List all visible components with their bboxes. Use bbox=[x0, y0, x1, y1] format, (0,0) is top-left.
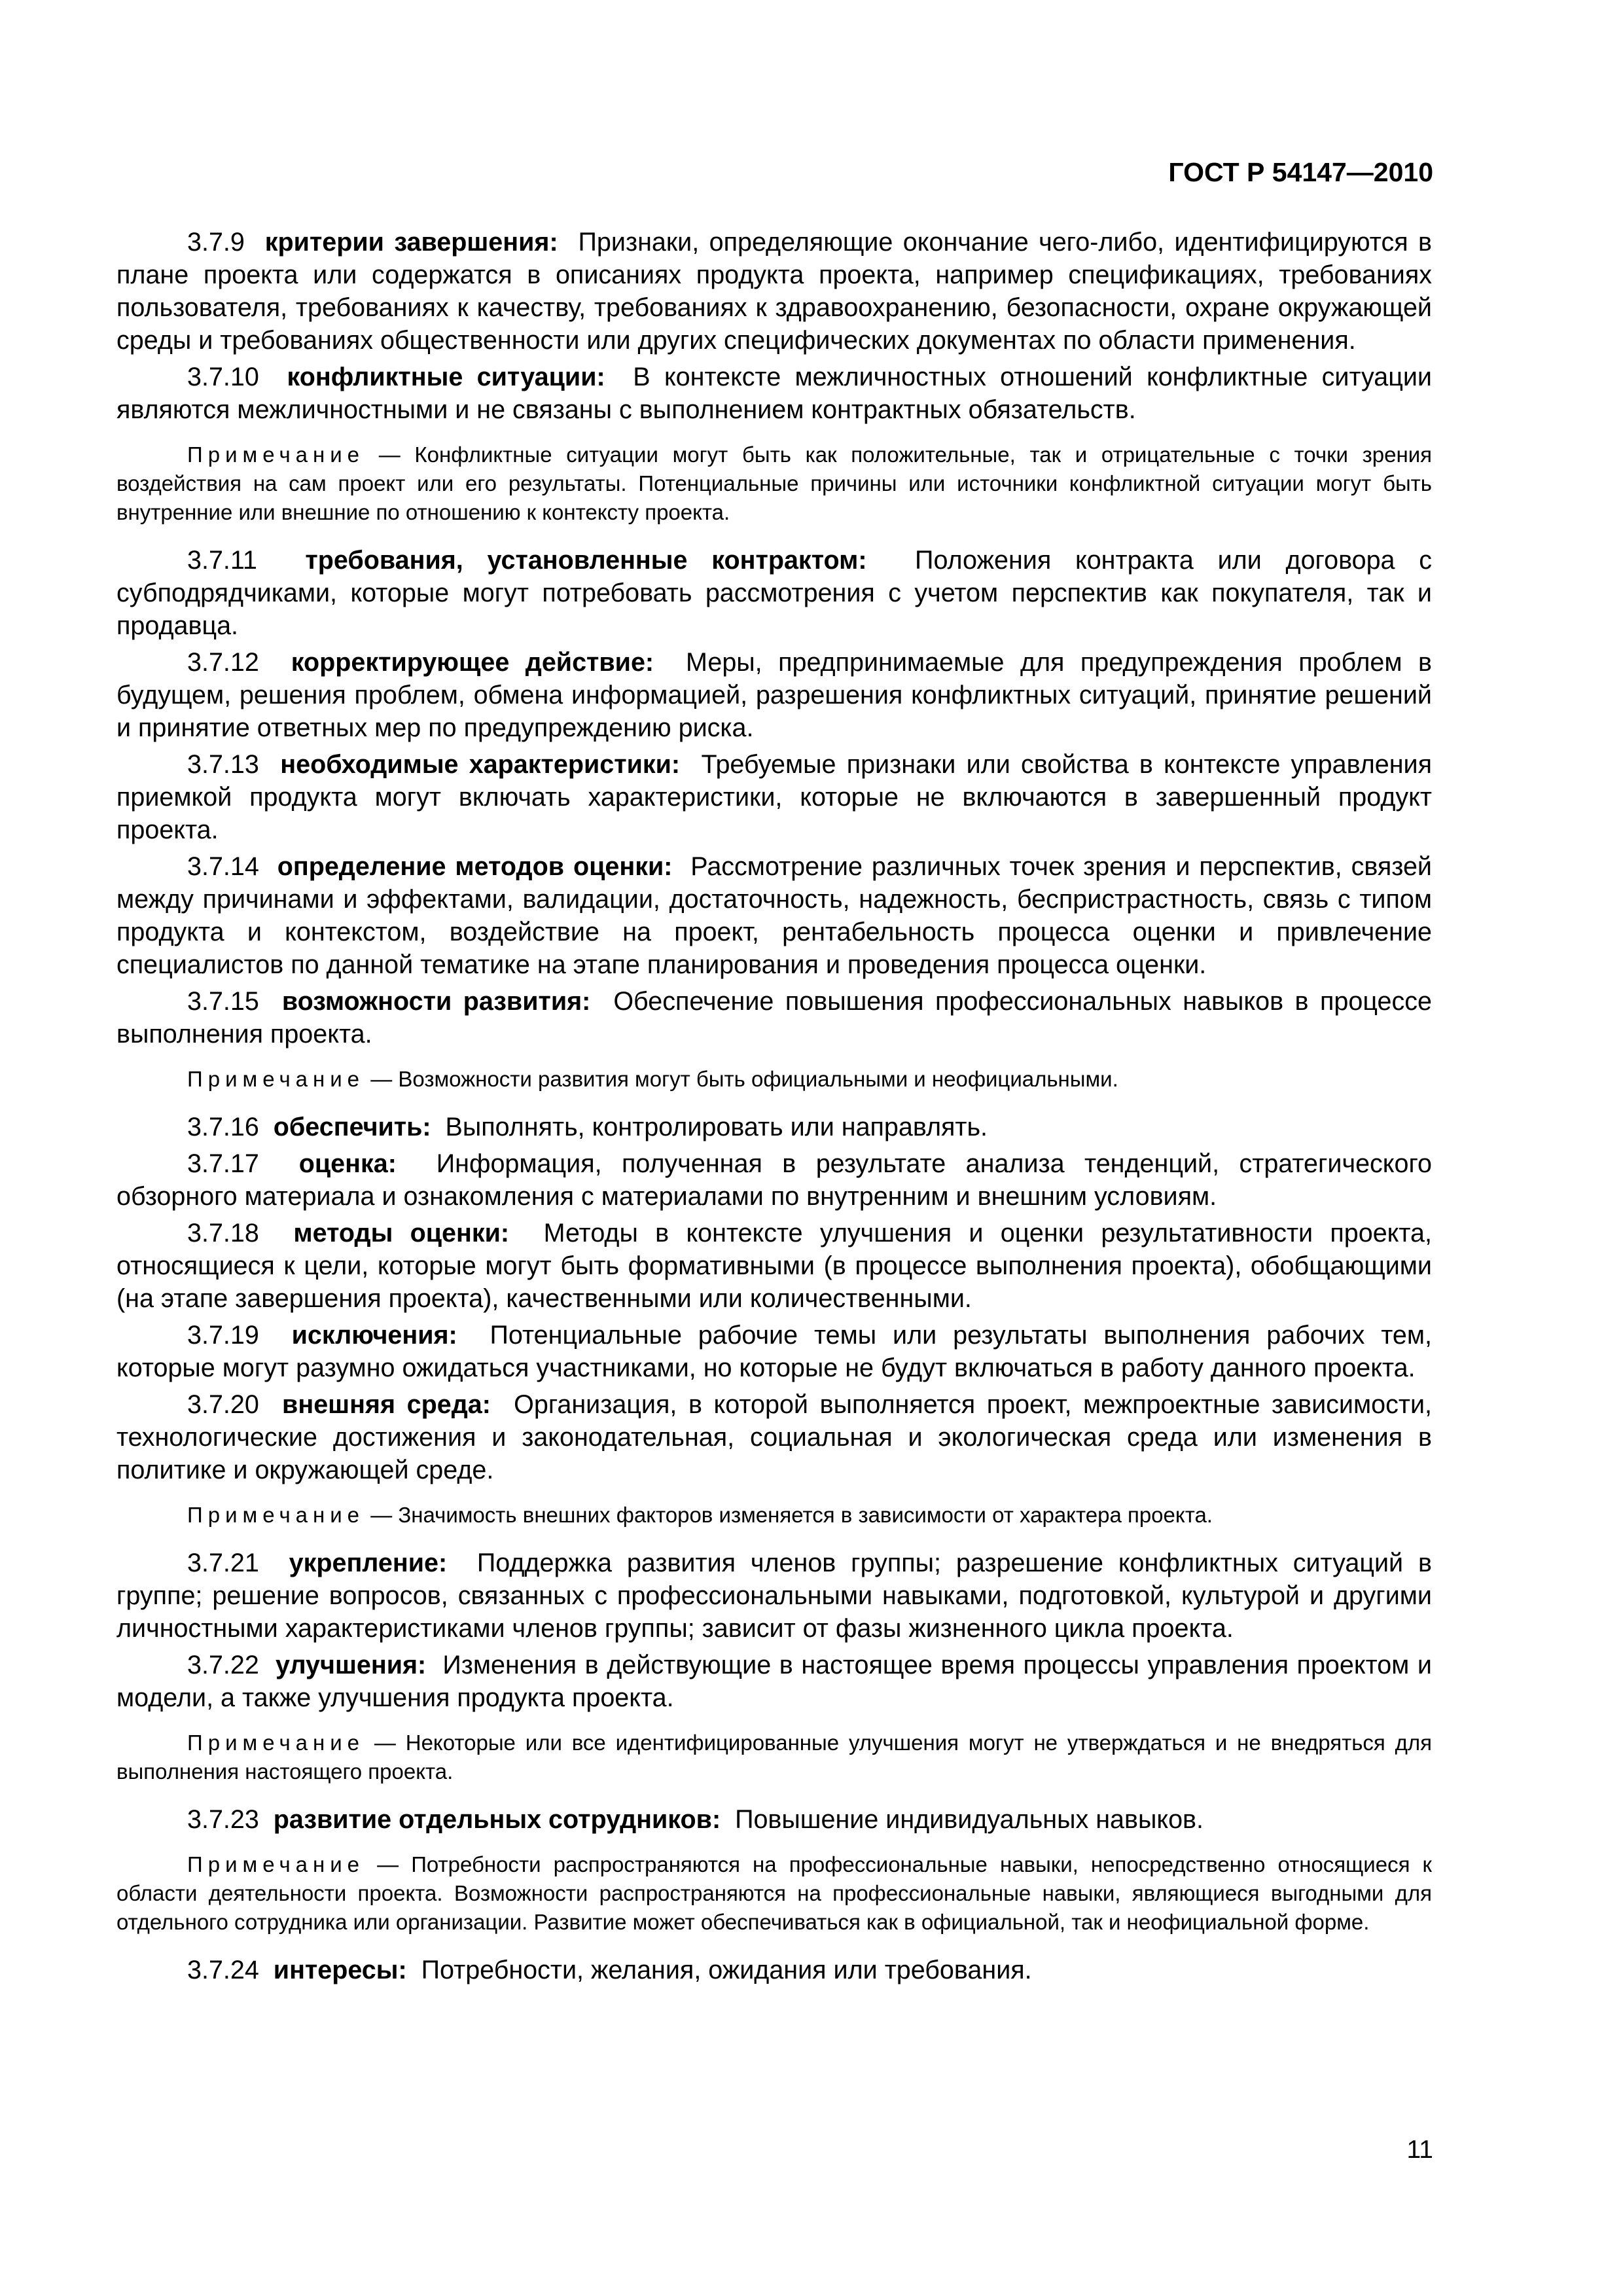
note bbox=[116, 1850, 1432, 1937]
term-name: укрепление: bbox=[289, 1549, 448, 1577]
note-text: — Потребности распространяются на профессиональные навыки, непосредственно относящиеся к области деятельности проекта. Возможности распространяются на профессиональные навыки, являющиеся выгодными для отдельного сотрудника или организации. Развитие может обеспечиваться как в официальной, так и неофициальной форме. bbox=[116, 1852, 1432, 1934]
term-name: возможности развития: bbox=[281, 987, 591, 1016]
note-label: Примечание bbox=[187, 1852, 365, 1876]
term-definition bbox=[116, 544, 1432, 642]
note-text: — Конфликтные ситуации могут быть как положительные, так и отрицательные с точки зрения воздействия на сам проект или его результаты. Потенциальные причины или источники конфликтной ситуации могут быть внутренние или внешние по отношению к контексту проекта. bbox=[116, 442, 1433, 524]
term-definition bbox=[116, 1111, 1432, 1143]
term-text: Организация, в которой выполняется проект, межпроектные зависимости, технологические достижения и законодательная, социальная и экологическая среда или изменения в политике и окружающей среде. bbox=[116, 1390, 1432, 1484]
term-name: корректирующее действие: bbox=[291, 648, 654, 677]
page-number: 11 bbox=[1406, 2136, 1433, 2164]
term-number: 3.7.20 bbox=[187, 1390, 259, 1419]
term-definition bbox=[116, 1388, 1432, 1486]
term-definition bbox=[116, 1547, 1432, 1645]
term-name: развитие отдельных сотрудников: bbox=[273, 1805, 721, 1834]
term-text: В контексте межличностных отношений конфликтные ситуации являются межличностными и не связаны с выполнением контрактных обязательств. bbox=[116, 363, 1432, 424]
document-code-header: ГОСТ Р 54147—2010 bbox=[1168, 157, 1433, 187]
term-number: 3.7.24 bbox=[187, 1956, 259, 1984]
term-text: Выполнять, контролировать или направлять. bbox=[445, 1113, 988, 1141]
term-number: 3.7.19 bbox=[187, 1321, 259, 1350]
term-number: 3.7.13 bbox=[187, 750, 259, 779]
term-number: 3.7.14 bbox=[187, 852, 259, 881]
note bbox=[116, 1501, 1432, 1530]
term-definition bbox=[116, 985, 1432, 1050]
note-label: Примечание bbox=[187, 1067, 365, 1091]
note-label: Примечание bbox=[187, 1503, 365, 1527]
note-text: — Некоторые или все идентифицированные улучшения могут не утверждаться и не внедряться для выполнения настоящего проекта. bbox=[116, 1731, 1433, 1784]
term-name: улучшения: bbox=[276, 1651, 427, 1679]
term-number: 3.7.22 bbox=[187, 1651, 259, 1679]
term-name: определение методов оценки: bbox=[277, 852, 673, 881]
term-text: Потенциальные рабочие темы или результаты выполнения рабочих тем, которые могут разумно ожидаться участниками, но которые не будут включаться в работу данного проекта. bbox=[116, 1321, 1432, 1382]
term-number: 3.7.9 bbox=[187, 228, 245, 257]
term-name: оценка: bbox=[298, 1149, 397, 1178]
term-text: Потребности, желания, ожидания или требования. bbox=[421, 1956, 1032, 1984]
term-name: конфликтные ситуации: bbox=[287, 363, 605, 391]
term-definition bbox=[116, 361, 1432, 426]
note-label: Примечание bbox=[187, 1731, 365, 1755]
term-definition bbox=[116, 646, 1432, 744]
note bbox=[116, 1729, 1432, 1786]
term-number: 3.7.16 bbox=[187, 1113, 259, 1141]
term-number: 3.7.17 bbox=[187, 1149, 259, 1178]
term-number: 3.7.12 bbox=[187, 648, 259, 677]
term-text: Поддержка развития членов группы; разрешение конфликтных ситуаций в группе; решение вопросов, связанных с профессиональными навыками, подготовкой, культурой и другими личностными характеристиками членов группы; зависит от фазы жизненного цикла проекта. bbox=[116, 1549, 1432, 1643]
term-definition bbox=[116, 226, 1432, 357]
term-definition bbox=[116, 1954, 1432, 1986]
term-text: Положения контракта или договора с субподрядчиками, которые могут потребовать рассмотрения с учетом перспектив как покупателя, так и продавца. bbox=[116, 546, 1433, 640]
term-definition bbox=[116, 1147, 1432, 1213]
note bbox=[116, 440, 1432, 527]
note bbox=[116, 1065, 1432, 1094]
term-name: критерии завершения: bbox=[264, 228, 558, 257]
term-number: 3.7.15 bbox=[187, 987, 259, 1016]
term-text: Меры, предпринимаемые для предупреждения проблем в будущем, решения проблем, обмена информацией, разрешения конфликтных ситуаций, принятие решений и принятие ответных мер по предупреждению риска. bbox=[116, 648, 1432, 742]
term-number: 3.7.23 bbox=[187, 1805, 259, 1834]
term-number: 3.7.11 bbox=[187, 546, 257, 575]
term-definition bbox=[116, 1803, 1432, 1836]
term-name: исключения: bbox=[291, 1321, 457, 1350]
note-text: — Возможности развития могут быть официальными и неофициальными. bbox=[370, 1067, 1118, 1091]
term-definition bbox=[116, 1649, 1432, 1714]
term-name: внешняя среда: bbox=[282, 1390, 491, 1419]
term-definition bbox=[116, 850, 1432, 981]
term-text: Требуемые признаки или свойства в контексте управления приемкой продукта могут включать характеристики, которые не включаются в завершенный продукт проекта. bbox=[116, 750, 1432, 844]
term-name: необходимые характеристики: bbox=[280, 750, 681, 779]
term-number: 3.7.18 bbox=[187, 1219, 259, 1247]
term-name: требования, установленные контрактом: bbox=[305, 546, 867, 575]
document-body bbox=[116, 226, 1432, 1990]
term-name: методы оценки: bbox=[293, 1219, 510, 1247]
term-text: Рассмотрение различных точек зрения и перспектив, связей между причинами и эффектами, валидации, достаточность, надежность, беспристрастность, связь с типом продукта и контекстом, воздействие на проект, рентабельность процесса оценки и привлечение специалистов по данной тематике на этапе планирования и проведения процесса оценки. bbox=[116, 852, 1432, 979]
term-name: обеспечить: bbox=[273, 1113, 431, 1141]
term-text: Информация, полученная в результате анализа тенденций, стратегического обзорного материала и ознакомления с материалами по внутренним и внешним условиям. bbox=[116, 1149, 1432, 1211]
term-definition bbox=[116, 1319, 1432, 1384]
term-number: 3.7.21 bbox=[187, 1549, 259, 1577]
term-text: Методы в контексте улучшения и оценки результативности проекта, относящиеся к цели, которые могут быть формативными (в процессе выполнения проекта), обобщающими (на этапе завершения проекта), качественными или количественными. bbox=[116, 1219, 1432, 1313]
term-text: Изменения в действующие в настоящее время процессы управления проектом и модели, а также улучшения продукта проекта. bbox=[116, 1651, 1433, 1712]
term-definition bbox=[116, 1217, 1432, 1315]
note-label: Примечание bbox=[187, 442, 365, 467]
term-text: Повышение индивидуальных навыков. bbox=[735, 1805, 1204, 1834]
term-text: Признаки, определяющие окончание чего-либо, идентифицируются в плане проекта или содержатся в описаниях продукта проекта, например спецификациях, требованиях пользователя, требованиях к качеству, требованиях к здравоохранению, безопасности, охране окружающей среды и требованиях общественности или других специфических документах по области применения. bbox=[116, 228, 1433, 355]
term-definition bbox=[116, 748, 1432, 846]
term-name: интересы: bbox=[273, 1956, 407, 1984]
term-text: Обеспечение повышения профессиональных навыков в процессе выполнения проекта. bbox=[116, 987, 1432, 1049]
term-number: 3.7.10 bbox=[187, 363, 259, 391]
note-text: — Значимость внешних факторов изменяется в зависимости от характера проекта. bbox=[370, 1503, 1213, 1527]
